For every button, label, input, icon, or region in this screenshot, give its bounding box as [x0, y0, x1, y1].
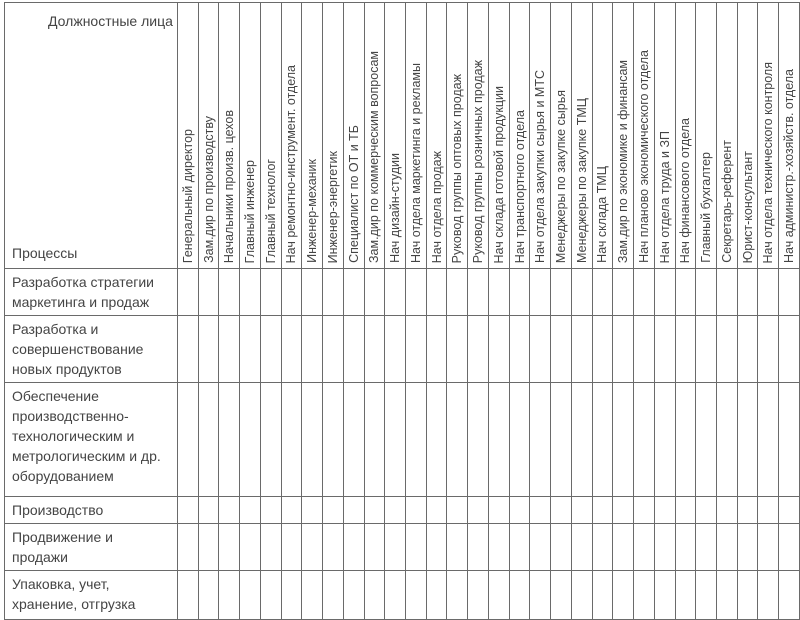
matrix-cell[interactable]: [530, 383, 551, 497]
matrix-cell[interactable]: [302, 316, 323, 383]
matrix-cell[interactable]: [717, 571, 738, 620]
role-label: Руковод группы розничных продаж: [470, 59, 485, 263]
matrix-cell[interactable]: [737, 497, 758, 524]
role-header-cell: [758, 3, 779, 269]
matrix-cell[interactable]: [737, 383, 758, 497]
matrix-cell[interactable]: [488, 497, 509, 524]
matrix-cell[interactable]: [551, 571, 572, 620]
matrix-cell[interactable]: [675, 524, 696, 571]
role-header-cell: [634, 3, 655, 269]
matrix-cell[interactable]: [675, 316, 696, 383]
matrix-cell[interactable]: [717, 497, 738, 524]
matrix-cell[interactable]: [468, 497, 489, 524]
matrix-cell[interactable]: [281, 269, 302, 316]
matrix-cell[interactable]: [177, 269, 198, 316]
process-label: Обеспечение производственно-технологическим и метрологическим и др. оборудованием: [5, 383, 178, 497]
matrix-cell[interactable]: [302, 497, 323, 524]
matrix-cell[interactable]: [737, 316, 758, 383]
matrix-cell[interactable]: [592, 316, 613, 383]
role-label: Главный технолог: [263, 158, 278, 263]
matrix-cell[interactable]: [530, 524, 551, 571]
matrix-cell[interactable]: [385, 383, 406, 497]
matrix-cell[interactable]: [385, 497, 406, 524]
matrix-cell[interactable]: [260, 269, 281, 316]
matrix-cell[interactable]: [426, 571, 447, 620]
role-header-cell: [240, 3, 261, 269]
matrix-cell[interactable]: [654, 571, 675, 620]
matrix-cell[interactable]: [468, 524, 489, 571]
role-label: Руковод группы оптовых продаж: [450, 73, 465, 263]
matrix-cell[interactable]: [696, 269, 717, 316]
matrix-cell[interactable]: [654, 524, 675, 571]
matrix-cell[interactable]: [447, 383, 468, 497]
role-label: Нач отдела продаж: [429, 150, 444, 263]
matrix-cell[interactable]: [343, 316, 364, 383]
matrix-cell[interactable]: [323, 571, 344, 620]
matrix-cell[interactable]: [177, 497, 198, 524]
matrix-cell[interactable]: [696, 383, 717, 497]
matrix-cell[interactable]: [758, 497, 779, 524]
matrix-cell[interactable]: [323, 524, 344, 571]
role-header-cell: [219, 3, 240, 269]
matrix-cell[interactable]: [364, 497, 385, 524]
matrix-cell[interactable]: [405, 316, 426, 383]
matrix-cell[interactable]: [260, 383, 281, 497]
role-header-cell: [530, 3, 551, 269]
role-header-cell: [364, 3, 385, 269]
role-label: Зам.дир по коммерческим вопросам: [367, 51, 382, 263]
matrix-cell[interactable]: [675, 269, 696, 316]
matrix-cell[interactable]: [426, 316, 447, 383]
matrix-cell[interactable]: [592, 497, 613, 524]
role-header-cell: [198, 3, 219, 269]
matrix-cell[interactable]: [571, 269, 592, 316]
matrix-cell[interactable]: [779, 383, 800, 497]
matrix-cell[interactable]: [323, 269, 344, 316]
role-label: Зам.дир по производству: [201, 116, 216, 263]
matrix-cell[interactable]: [530, 269, 551, 316]
process-row: [5, 316, 800, 383]
matrix-cell[interactable]: [488, 269, 509, 316]
matrix-cell[interactable]: [447, 524, 468, 571]
matrix-cell[interactable]: [634, 316, 655, 383]
matrix-cell[interactable]: [717, 269, 738, 316]
matrix-cell[interactable]: [717, 316, 738, 383]
matrix-cell[interactable]: [509, 316, 530, 383]
role-label: Нач отдела маркетинга и рекламы: [408, 63, 423, 263]
matrix-cell[interactable]: [385, 316, 406, 383]
matrix-cell[interactable]: [219, 316, 240, 383]
matrix-cell[interactable]: [323, 497, 344, 524]
matrix-cell[interactable]: [592, 571, 613, 620]
role-label: Нач ремонтно-инструмент. отдела: [284, 64, 299, 263]
role-label: Нач финансового отдела: [678, 117, 693, 263]
role-header-cell: [675, 3, 696, 269]
role-header-cell: [323, 3, 344, 269]
matrix-cell[interactable]: [281, 524, 302, 571]
matrix-cell[interactable]: [468, 269, 489, 316]
role-label: Нач склада ТМЦ: [595, 166, 610, 263]
matrix-cell[interactable]: [758, 383, 779, 497]
role-label: Нач транспортного отдела: [512, 109, 527, 263]
role-header-cell: [302, 3, 323, 269]
matrix-cell[interactable]: [551, 524, 572, 571]
process-row: [5, 524, 800, 571]
matrix-cell[interactable]: [737, 571, 758, 620]
role-label: Инженер-механик: [304, 159, 319, 263]
matrix-cell[interactable]: [302, 571, 323, 620]
role-header-cell: [488, 3, 509, 269]
responsibility-matrix: [4, 2, 800, 620]
matrix-cell[interactable]: [364, 524, 385, 571]
matrix-cell[interactable]: [779, 316, 800, 383]
matrix-cell[interactable]: [447, 571, 468, 620]
matrix-cell[interactable]: [198, 269, 219, 316]
matrix-cell[interactable]: [323, 316, 344, 383]
matrix-cell[interactable]: [530, 316, 551, 383]
matrix-cell[interactable]: [675, 497, 696, 524]
matrix-cell[interactable]: [177, 383, 198, 497]
matrix-cell[interactable]: [737, 269, 758, 316]
matrix-cell[interactable]: [675, 571, 696, 620]
role-header-cell: [613, 3, 634, 269]
matrix-cell[interactable]: [302, 383, 323, 497]
matrix-cell[interactable]: [198, 571, 219, 620]
matrix-cell[interactable]: [343, 269, 364, 316]
matrix-cell[interactable]: [405, 524, 426, 571]
matrix-cell[interactable]: [385, 524, 406, 571]
role-label: Нач отдела технического контроля: [761, 61, 776, 263]
matrix-cell[interactable]: [426, 497, 447, 524]
matrix-cell[interactable]: [198, 383, 219, 497]
matrix-cell[interactable]: [509, 383, 530, 497]
matrix-cell[interactable]: [240, 383, 261, 497]
matrix-cell[interactable]: [219, 524, 240, 571]
matrix-cell[interactable]: [219, 269, 240, 316]
matrix-cell[interactable]: [405, 383, 426, 497]
matrix-cell[interactable]: [177, 524, 198, 571]
role-label: Секретарь-референт: [719, 140, 734, 263]
matrix-cell[interactable]: [426, 269, 447, 316]
matrix-cell[interactable]: [240, 316, 261, 383]
matrix-cell[interactable]: [613, 383, 634, 497]
role-label: Менеджеры по закупке сырья: [553, 89, 568, 263]
matrix-cell[interactable]: [551, 316, 572, 383]
role-label: Нач планово экономического отдела: [636, 50, 651, 263]
matrix-cell[interactable]: [717, 524, 738, 571]
matrix-cell[interactable]: [571, 383, 592, 497]
role-label: Главный инженер: [242, 159, 257, 263]
matrix-cell[interactable]: [675, 383, 696, 497]
matrix-cell[interactable]: [654, 269, 675, 316]
matrix-cell[interactable]: [488, 383, 509, 497]
role-header-cell: [177, 3, 198, 269]
role-label: Зам.дир по экономике и финансам: [615, 59, 630, 263]
role-header-cell: [426, 3, 447, 269]
matrix-cell[interactable]: [571, 524, 592, 571]
matrix-cell[interactable]: [717, 383, 738, 497]
matrix-cell[interactable]: [571, 571, 592, 620]
matrix-cell[interactable]: [260, 497, 281, 524]
matrix-cell[interactable]: [530, 497, 551, 524]
matrix-cell[interactable]: [177, 571, 198, 620]
matrix-cell[interactable]: [364, 571, 385, 620]
matrix-cell[interactable]: [426, 524, 447, 571]
matrix-cell[interactable]: [571, 316, 592, 383]
matrix-cell[interactable]: [530, 571, 551, 620]
matrix-cell[interactable]: [488, 524, 509, 571]
role-header-cell: [385, 3, 406, 269]
role-label: Нач дизайн-студии: [387, 153, 402, 263]
role-label: Начальники произв. цехов: [221, 109, 236, 263]
matrix-cell[interactable]: [592, 383, 613, 497]
matrix-cell[interactable]: [696, 524, 717, 571]
matrix-cell[interactable]: [260, 571, 281, 620]
matrix-cell[interactable]: [240, 269, 261, 316]
process-label: Разработка стратегии маркетинга и продаж: [5, 269, 178, 316]
matrix-cell[interactable]: [405, 497, 426, 524]
process-label: Продвижение и продажи: [5, 524, 178, 571]
role-label: Менеджеры по закупке ТМЦ: [574, 98, 589, 263]
role-header-cell: [592, 3, 613, 269]
process-label: Производство: [5, 497, 178, 524]
role-header-cell: [447, 3, 468, 269]
matrix-cell[interactable]: [509, 497, 530, 524]
matrix-cell[interactable]: [551, 269, 572, 316]
role-header-cell: [405, 3, 426, 269]
matrix-cell[interactable]: [654, 383, 675, 497]
matrix-cell[interactable]: [260, 524, 281, 571]
role-label: Специалист по ОТ и ТБ: [346, 125, 361, 263]
matrix-cell[interactable]: [654, 316, 675, 383]
matrix-cell[interactable]: [198, 316, 219, 383]
role-header-cell: [468, 3, 489, 269]
matrix-cell[interactable]: [385, 269, 406, 316]
role-header-cell: [737, 3, 758, 269]
matrix-cell[interactable]: [592, 524, 613, 571]
matrix-cell[interactable]: [426, 383, 447, 497]
matrix-cell[interactable]: [447, 497, 468, 524]
matrix-cell[interactable]: [758, 269, 779, 316]
matrix-cell[interactable]: [468, 383, 489, 497]
matrix-cell[interactable]: [592, 269, 613, 316]
matrix-cell[interactable]: [613, 269, 634, 316]
matrix-cell[interactable]: [634, 497, 655, 524]
matrix-cell[interactable]: [302, 524, 323, 571]
matrix-cell[interactable]: [281, 383, 302, 497]
matrix-cell[interactable]: [551, 497, 572, 524]
process-label: Разработка и совершенствование новых продуктов: [5, 316, 178, 383]
role-label: Нач склада готовой продукции: [491, 85, 506, 263]
processes-label: Процессы: [12, 245, 78, 261]
matrix-cell[interactable]: [509, 571, 530, 620]
matrix-cell[interactable]: [488, 571, 509, 620]
matrix-cell[interactable]: [219, 497, 240, 524]
role-label: Генеральный директор: [180, 128, 195, 263]
matrix-cell[interactable]: [634, 571, 655, 620]
matrix-cell[interactable]: [613, 316, 634, 383]
matrix-cell[interactable]: [447, 316, 468, 383]
role-header-cell: [779, 3, 800, 269]
role-header-cell: [654, 3, 675, 269]
role-label: Нач отдела труда и ЗП: [657, 130, 672, 263]
matrix-cell[interactable]: [551, 383, 572, 497]
matrix-cell[interactable]: [737, 524, 758, 571]
matrix-cell[interactable]: [281, 497, 302, 524]
matrix-cell[interactable]: [281, 316, 302, 383]
process-row: [5, 497, 800, 524]
matrix-cell[interactable]: [571, 497, 592, 524]
matrix-cell[interactable]: [696, 497, 717, 524]
matrix-cell[interactable]: [240, 571, 261, 620]
matrix-cell[interactable]: [198, 497, 219, 524]
role-label: Инженер-энергетик: [325, 150, 340, 263]
process-label: Упаковка, учет, хранение, отгрузка: [5, 571, 178, 620]
matrix-body: [5, 269, 800, 620]
matrix-cell[interactable]: [323, 383, 344, 497]
matrix-cell[interactable]: [405, 571, 426, 620]
matrix-cell[interactable]: [364, 383, 385, 497]
matrix-cell[interactable]: [634, 383, 655, 497]
matrix-cell[interactable]: [240, 524, 261, 571]
corner-header-cell: [5, 3, 178, 269]
matrix-cell[interactable]: [758, 316, 779, 383]
role-header-cell: [281, 3, 302, 269]
matrix-cell[interactable]: [343, 383, 364, 497]
matrix-cell[interactable]: [488, 316, 509, 383]
role-header-cell: [571, 3, 592, 269]
matrix-cell[interactable]: [613, 497, 634, 524]
role-label: Главный бухгалтер: [698, 152, 713, 263]
process-row: [5, 571, 800, 620]
matrix-cell[interactable]: [634, 524, 655, 571]
role-label: Нач администр.-хозяйств. отдела: [781, 69, 796, 263]
role-label: Нач отдела закупки сырья и МТС: [533, 70, 547, 263]
header-row: [5, 3, 800, 269]
matrix-cell[interactable]: [696, 316, 717, 383]
role-header-cell: [260, 3, 281, 269]
matrix-cell[interactable]: [343, 524, 364, 571]
matrix-cell[interactable]: [447, 269, 468, 316]
role-header-cell: [509, 3, 530, 269]
matrix-cell[interactable]: [240, 497, 261, 524]
matrix-cell[interactable]: [779, 269, 800, 316]
matrix-cell[interactable]: [468, 316, 489, 383]
process-row: [5, 383, 800, 497]
officials-label: Должностные лица: [48, 13, 173, 29]
role-header-cell: [696, 3, 717, 269]
matrix-cell[interactable]: [198, 524, 219, 571]
matrix-cell[interactable]: [696, 571, 717, 620]
matrix-cell[interactable]: [654, 497, 675, 524]
matrix-cell[interactable]: [219, 383, 240, 497]
matrix-cell[interactable]: [613, 524, 634, 571]
matrix-cell[interactable]: [779, 571, 800, 620]
matrix-cell[interactable]: [219, 571, 240, 620]
matrix-cell[interactable]: [613, 571, 634, 620]
matrix-cell[interactable]: [343, 497, 364, 524]
matrix-cell[interactable]: [364, 316, 385, 383]
matrix-cell[interactable]: [177, 316, 198, 383]
matrix-cell[interactable]: [385, 571, 406, 620]
role-label: Юрист-консультант: [740, 150, 755, 263]
matrix-cell[interactable]: [758, 524, 779, 571]
matrix-cell[interactable]: [260, 316, 281, 383]
role-header-cell: [551, 3, 572, 269]
matrix-cell[interactable]: [509, 269, 530, 316]
matrix-cell[interactable]: [364, 269, 385, 316]
matrix-cell[interactable]: [509, 524, 530, 571]
matrix-cell[interactable]: [302, 269, 323, 316]
role-header-cell: [717, 3, 738, 269]
matrix-cell[interactable]: [405, 269, 426, 316]
matrix-cell[interactable]: [281, 571, 302, 620]
role-header-cell: [343, 3, 364, 269]
matrix-cell[interactable]: [779, 497, 800, 524]
matrix-cell[interactable]: [758, 571, 779, 620]
matrix-cell[interactable]: [468, 571, 489, 620]
matrix-cell[interactable]: [779, 524, 800, 571]
process-row: [5, 269, 800, 316]
matrix-cell[interactable]: [634, 269, 655, 316]
matrix-cell[interactable]: [343, 571, 364, 620]
